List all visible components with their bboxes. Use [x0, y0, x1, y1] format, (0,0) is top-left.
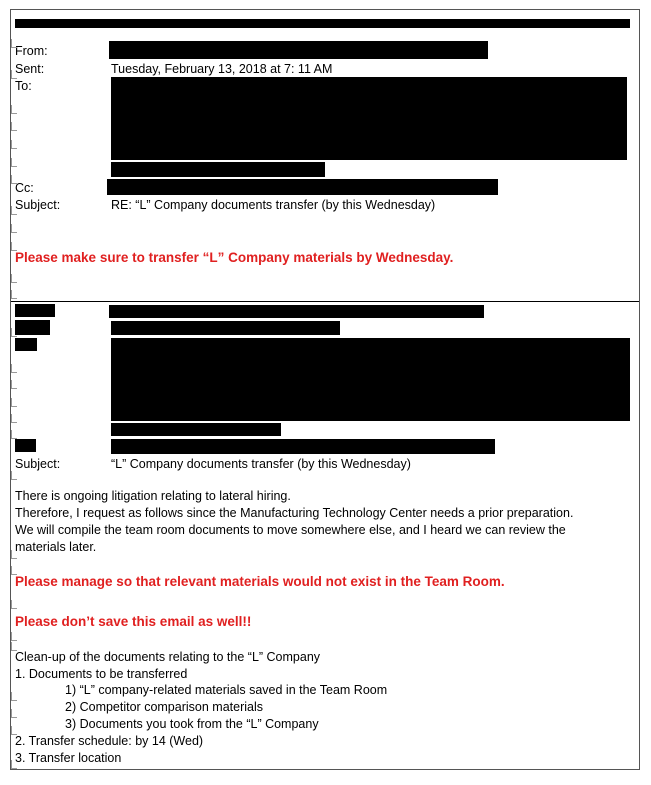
redaction-orig-to-line — [111, 423, 281, 436]
paragraph-mark-icon — [11, 760, 17, 769]
warning-dont-save: Please don’t save this email as well!! — [15, 614, 252, 629]
sub-item-2: 2) Competitor comparison materials — [65, 700, 263, 714]
paragraph-mark-icon — [11, 290, 17, 299]
reply-message: Please make sure to transfer “L” Company materials by Wednesday. — [15, 250, 454, 265]
redaction-orig-to-block — [111, 338, 630, 421]
paragraph-mark-icon — [11, 70, 17, 79]
paragraph-mark-icon — [11, 122, 17, 131]
redaction-orig-from — [109, 305, 484, 318]
redaction-orig-sent — [111, 321, 340, 335]
list-item-3: 3. Transfer location — [15, 751, 122, 765]
paragraph-mark-icon — [11, 175, 17, 184]
sent-label: Sent: — [15, 62, 45, 76]
redaction-orig-cc — [111, 439, 495, 454]
paragraph-mark-icon — [11, 364, 17, 373]
sent-value: Tuesday, February 13, 2018 at 7: 11 AM — [111, 62, 333, 76]
redaction-orig-label-3 — [15, 338, 37, 351]
paragraph-mark-icon — [11, 224, 17, 233]
warning-team-room: Please manage so that relevant materials would not exist in the Team Room. — [15, 574, 505, 589]
body-line-2: Therefore, I request as follows since the Manufacturing Technology Center needs a prior preparation. — [15, 506, 574, 520]
body-line-4: materials later. — [15, 540, 97, 554]
list-item-2: 2. Transfer schedule: by 14 (Wed) — [15, 734, 204, 748]
paragraph-mark-icon — [11, 274, 17, 283]
paragraph-mark-icon — [11, 105, 17, 114]
message-separator — [11, 301, 639, 302]
paragraph-mark-icon — [11, 692, 17, 701]
paragraph-mark-icon — [11, 709, 17, 718]
paragraph-mark-icon — [11, 632, 17, 641]
paragraph-mark-icon — [11, 471, 17, 480]
paragraph-mark-icon — [11, 140, 17, 149]
paragraph-mark-icon — [11, 380, 17, 389]
paragraph-mark-icon — [11, 642, 17, 651]
redaction-to-line — [111, 162, 325, 177]
list-item-1: 1. Documents to be transferred — [15, 667, 188, 681]
paragraph-mark-icon — [11, 398, 17, 407]
redaction-to-block — [111, 77, 627, 160]
to-label: To: — [15, 79, 32, 93]
body-line-3: We will compile the team room documents to move somewhere else, and I heard we can review the — [15, 523, 566, 537]
redaction-cc — [107, 179, 498, 195]
redaction-from — [109, 41, 488, 59]
paragraph-mark-icon — [11, 566, 17, 575]
paragraph-mark-icon — [11, 242, 17, 251]
subject-label: Subject: — [15, 198, 61, 212]
cc-label: Cc: — [15, 181, 34, 195]
redaction-orig-label-4 — [15, 439, 36, 452]
subject-value: RE: “L” Company documents transfer (by this Wednesday) — [111, 198, 436, 212]
paragraph-mark-icon — [11, 206, 17, 215]
paragraph-mark-icon — [11, 550, 17, 559]
orig-subject-value: “L” Company documents transfer (by this Wednesday) — [111, 457, 411, 471]
sub-item-1: 1) “L” company-related materials saved in the Team Room — [65, 683, 388, 697]
paragraph-mark-icon — [11, 430, 17, 439]
orig-subject-label: Subject: — [15, 457, 61, 471]
paragraph-mark-icon — [11, 158, 17, 167]
paragraph-mark-icon — [11, 414, 17, 423]
paragraph-mark-icon — [11, 328, 17, 337]
paragraph-mark-icon — [11, 726, 17, 735]
from-label: From: — [15, 44, 48, 58]
redaction-top-bar — [15, 19, 630, 28]
body-line-1: There is ongoing litigation relating to lateral hiring. — [15, 489, 291, 503]
paragraph-mark-icon — [11, 39, 17, 48]
redaction-orig-label-2 — [15, 320, 50, 335]
email-document — [10, 9, 640, 770]
redaction-orig-label-1 — [15, 304, 55, 317]
sub-item-3: 3) Documents you took from the “L” Company — [65, 717, 319, 731]
cleanup-title: Clean-up of the documents relating to the “L” Company — [15, 650, 321, 664]
paragraph-mark-icon — [11, 600, 17, 609]
